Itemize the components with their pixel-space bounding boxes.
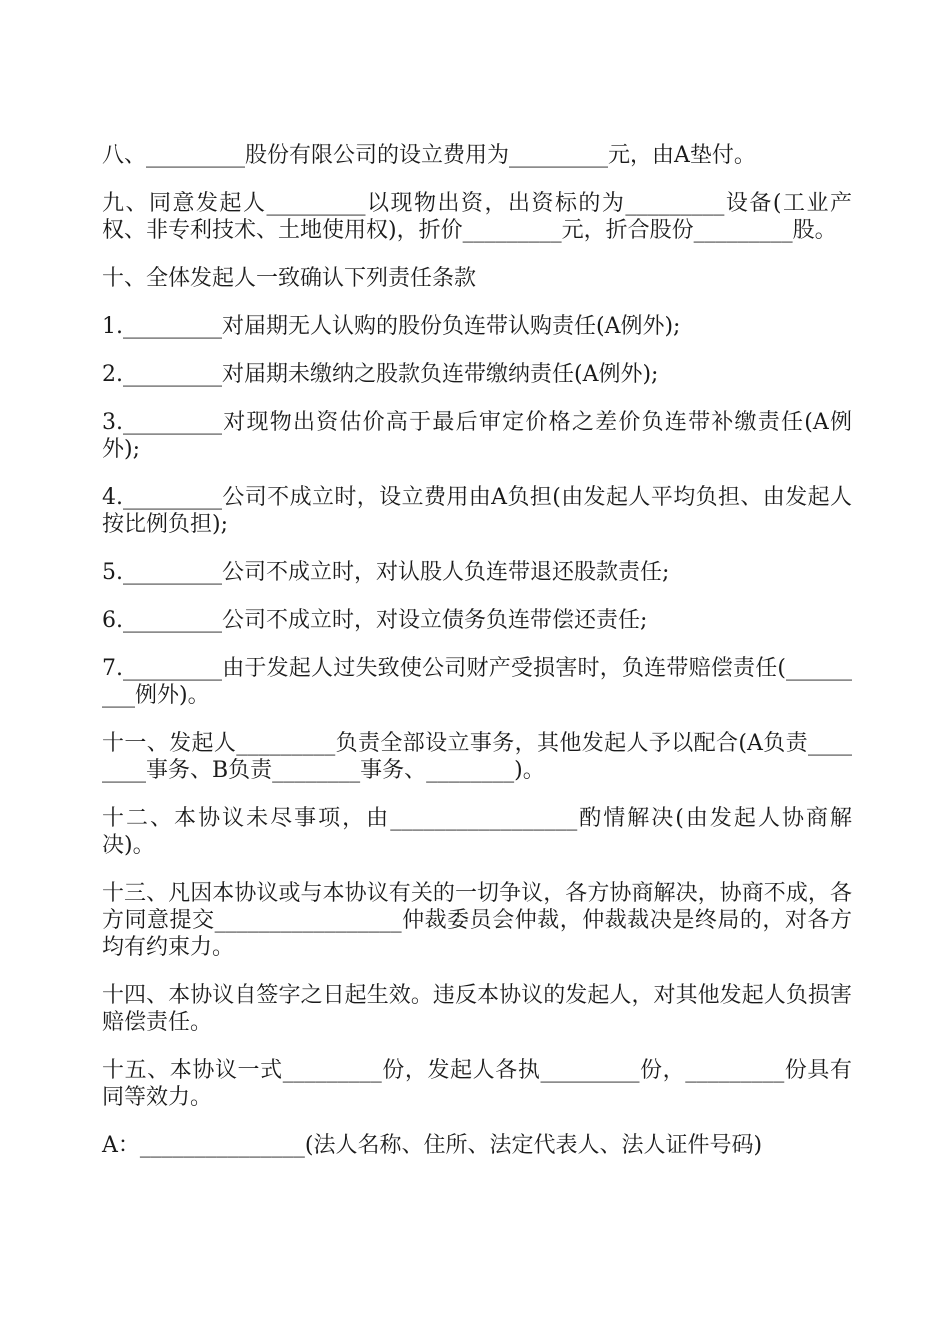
party-a-line: A：_______________(法人名称、住所、法定代表人、法人证件号码)	[102, 1133, 763, 1158]
clause-10-item-7: 7._________由于发起人过失致使公司财产受损害时，负连带赔偿责任(_________例外)。	[102, 656, 852, 708]
clause-9: 九、同意发起人_________以现物出资，出资标的为_________设备(工业产权、非专利技术、土地使用权)，折价_________元，折合股份_________股。	[102, 191, 852, 243]
clause-8: 八、_________股份有限公司的设立费用为_________元，由A垫付。	[102, 143, 756, 168]
clause-10-item-3: 3._________对现物出资估价高于最后审定价格之差价负连带补缴责任(A例外);	[102, 410, 852, 462]
clause-10-heading: 十、全体发起人一致确认下列责任条款	[102, 266, 477, 291]
clause-10-item-6: 6._________公司不成立时，对设立债务负连带偿还责任;	[102, 608, 648, 633]
clause-13: 十三、凡因本协议或与本协议有关的一切争议，各方协商解决，协商不成，各方同意提交_________________仲裁委员会仲裁，仲裁裁决是终局的，对各方均有约束力。	[102, 881, 852, 960]
clause-15: 十五、本协议一式_________份，发起人各执_________份，_________份具有同等效力。	[102, 1058, 852, 1110]
clause-10-item-1: 1._________对届期无人认购的股份负连带认购责任(A例外);	[102, 314, 681, 339]
document-page	[102, 142, 852, 1180]
clause-10-item-2: 2._________对届期未缴纳之股款负连带缴纳责任(A例外);	[102, 362, 659, 387]
clause-12: 十二、本协议未尽事项，由_________________酌情解决(由发起人协商解决)。	[102, 806, 852, 858]
clause-10-item-4: 4._________公司不成立时，设立费用由A负担(由发起人平均负担、由发起人按比例负担);	[102, 485, 852, 537]
clause-11: 十一、发起人_________负责全部设立事务，其他发起人予以配合(A负责________事务、B负责________事务、________)。	[102, 731, 852, 783]
clause-14: 十四、本协议自签字之日起生效。违反本协议的发起人，对其他发起人负损害赔偿责任。	[102, 983, 852, 1035]
clause-10-item-5: 5._________公司不成立时，对认股人负连带退还股款责任;	[102, 560, 670, 585]
